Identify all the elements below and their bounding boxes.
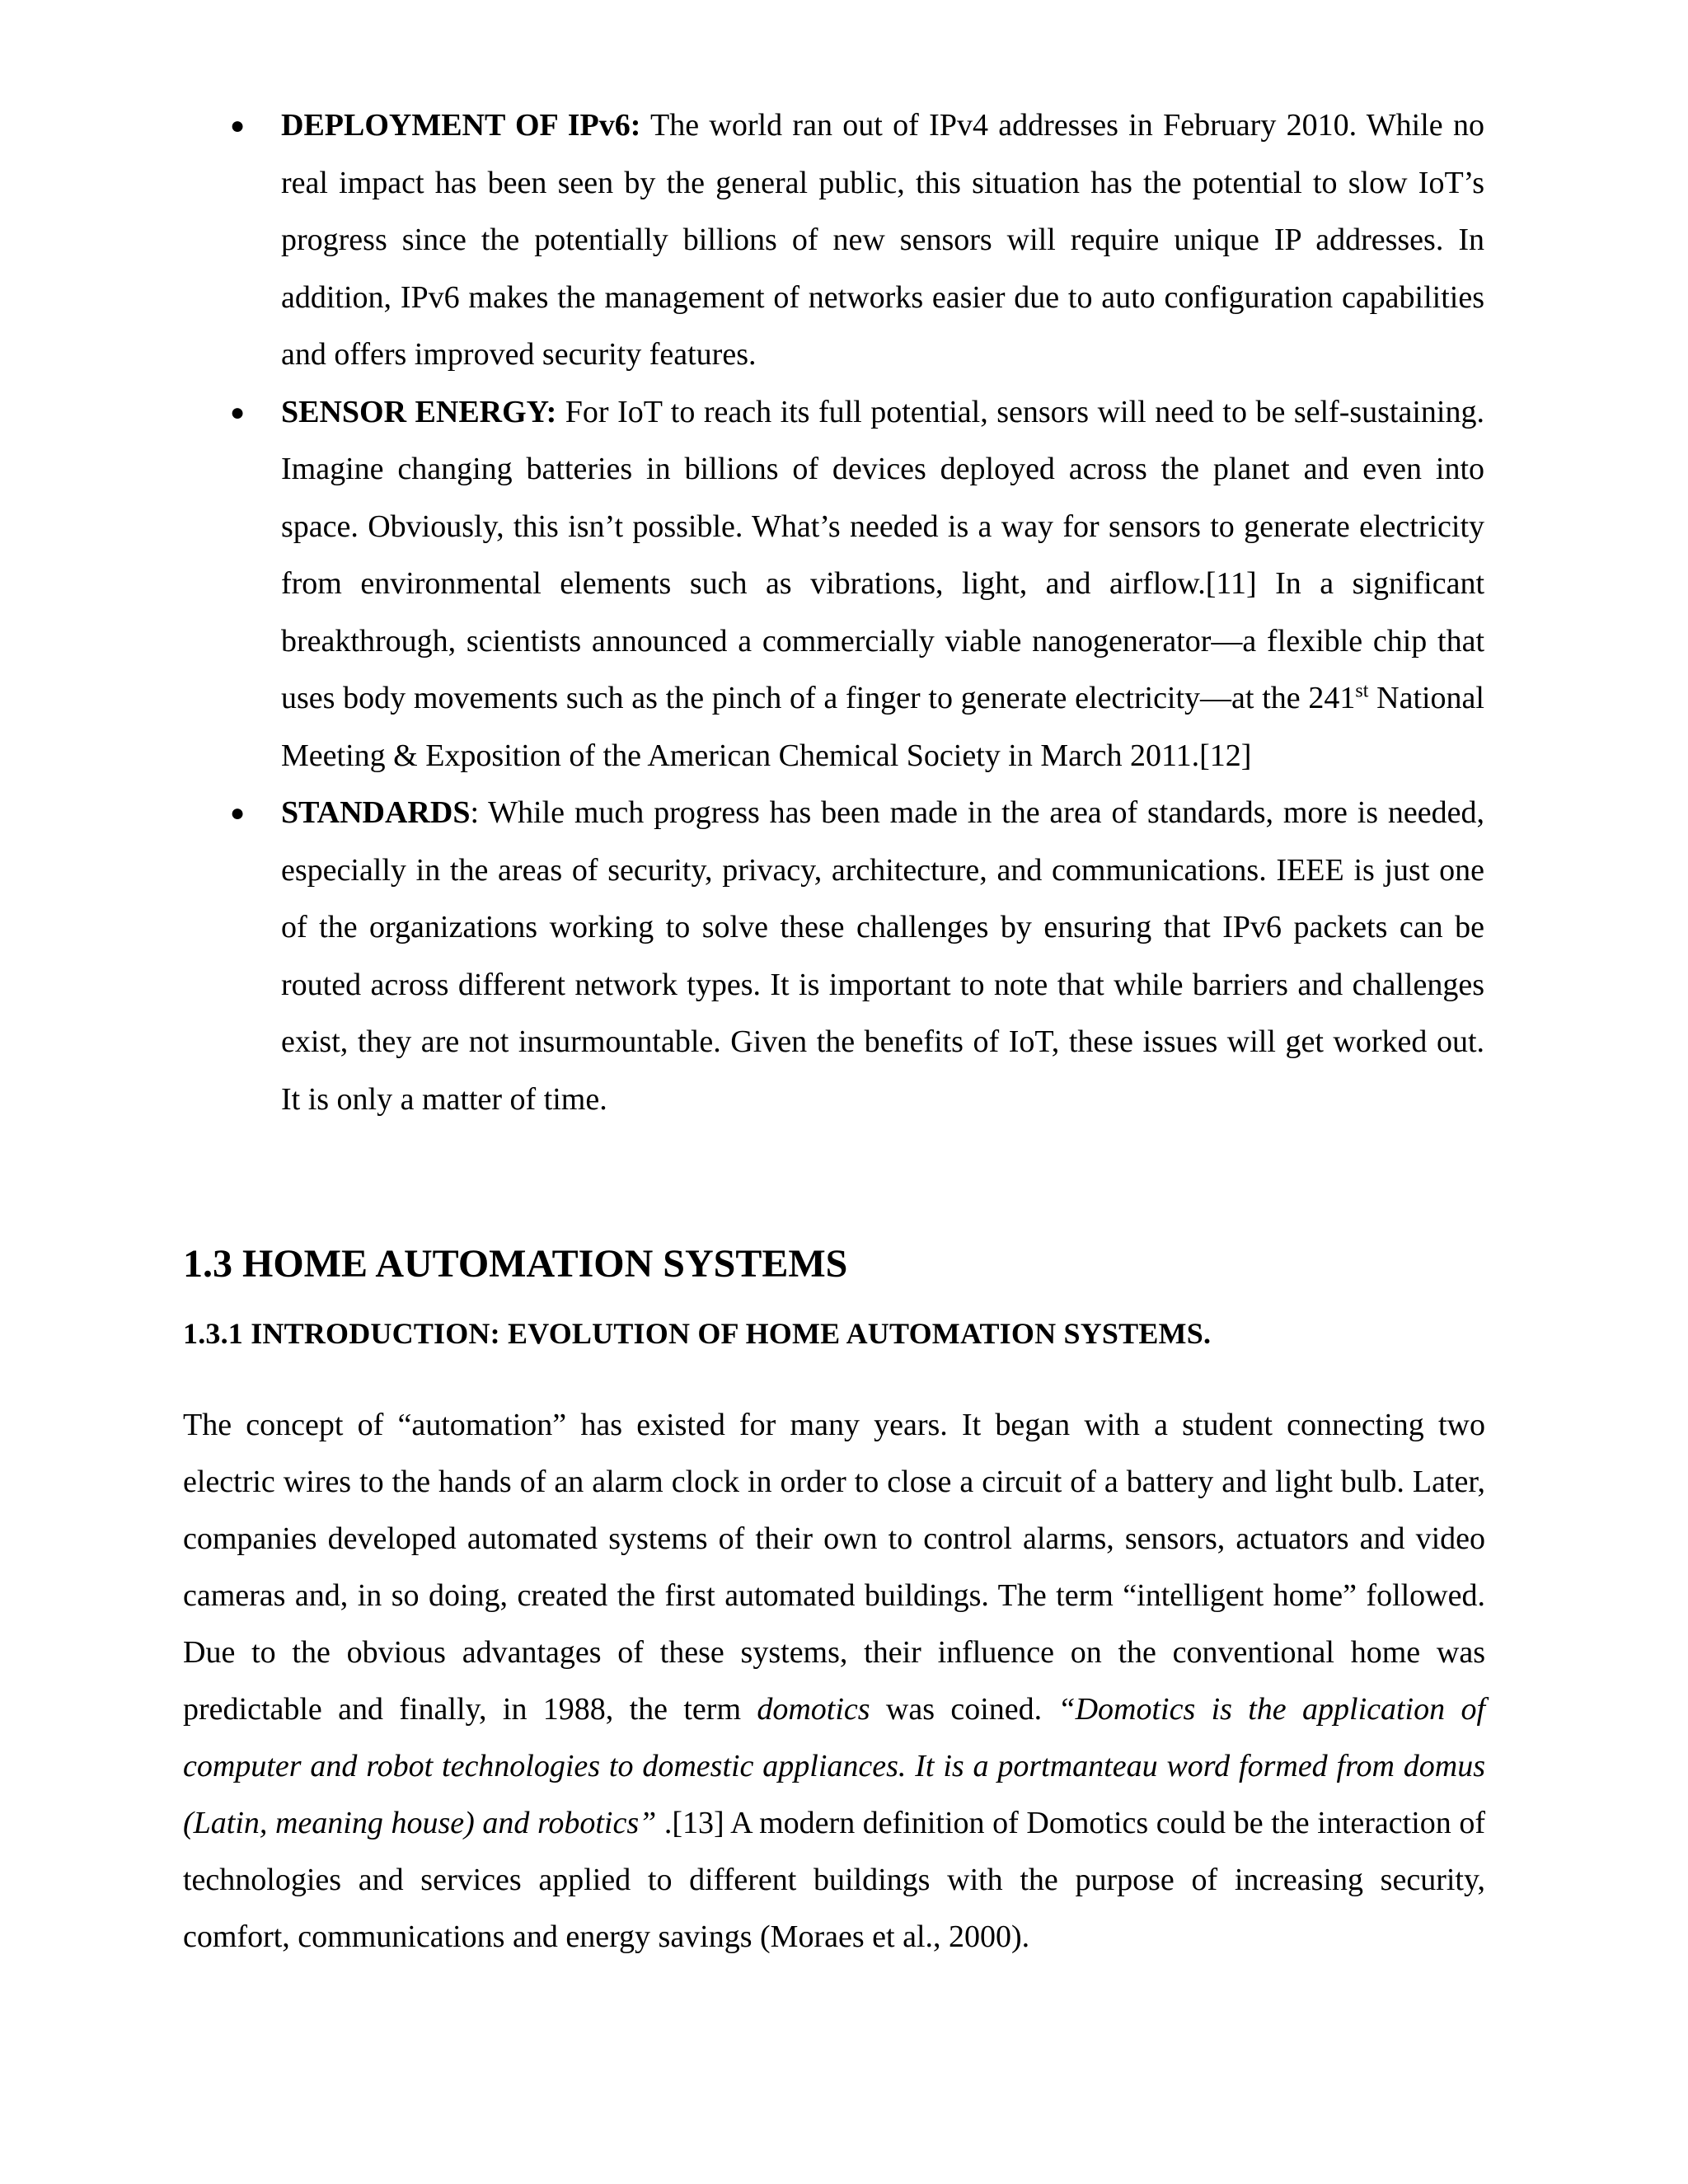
bullet-sensor-energy [281, 384, 1484, 785]
domotics-quote: “Domotics is the application of computer and robot technologies to domestic appliances. It is a portmanteau word formed from domus (Latin, meaning house) and robotics” [183, 1692, 1485, 1840]
bullet-dot-icon [230, 384, 245, 442]
subsection-heading: 1.3.1 INTRODUCTION: EVOLUTION OF HOME AUTOMATION SYSTEMS. [183, 1317, 1212, 1350]
bullet-lead: DEPLOYMENT OF IPv6: [281, 108, 641, 143]
domotics-term: domotics [757, 1692, 870, 1727]
bullet-dot-icon [230, 785, 245, 842]
challenges-bullet-list [0, 97, 1688, 1128]
bullet-text: The world ran out of IPv4 addresses in February 2010. While no real impact has been seen by the general public, this situation has the potential to slow IoT’s progress since the potentially billions of new sensors will require unique IP addresses. In addition, IPv6 makes the management of networks easier due to auto configuration capabilities and offers improved security features. [281, 108, 1484, 372]
bullet-standards [281, 785, 1484, 1128]
bullet-lead: STANDARDS [281, 795, 471, 830]
ordinal-superscript: st [1355, 680, 1369, 702]
intro-paragraph [183, 1397, 1485, 1966]
intro-text: was coined. [870, 1692, 1058, 1727]
bullet-text-continued: National Meeting & Exposition of the American Chemical Society in March 2011.[12] [281, 681, 1484, 773]
bullet-lead: SENSOR ENERGY: [281, 394, 557, 429]
intro-text: .[13] A modern definition of Domotics could be the interaction of technologies and services applied to different buildings with the purpose of increasing security, comfort, communications and energy savings (Moraes et al., 2000). [183, 1806, 1486, 1954]
section-heading: 1.3 HOME AUTOMATION SYSTEMS [183, 1242, 848, 1286]
bullet-text: : While much progress has been made in the area of standards, more is needed, especially in the areas of security, privacy, architecture, and communications. IEEE is just one of the organizations working to solve these challenges by ensuring that IPv6 packets can be routed across different network types. It is important to note that while barriers and challenges exist, they are not insurmountable. Given the benefits of IoT, these issues will get worked out. It is only a matter of time. [281, 795, 1484, 1117]
bullet-text: For IoT to reach its full potential, sensors will need to be self-sustaining. Imagine changing batteries in billions of devices deployed across the planet and even into space. Obviously, this isn’t possible. What’s needed is a way for sensors to generate electricity from environmental elements such as vibrations, light, and airflow.[11] In a significant breakthrough, scientists announced a commercially viable nanogenerator—a flexible chip that uses body movements such as the pinch of a finger to generate electricity—at the 241 [281, 394, 1484, 715]
bullet-dot-icon [230, 97, 245, 155]
bullet-ipv6 [281, 97, 1484, 384]
intro-text: The concept of “automation” has existed for many years. It began with a student connecting two electric wires to the hands of an alarm clock in order to close a circuit of a battery and light bulb. Later, companies developed automated systems of their own to control alarms, sensors, actuators and video cameras and, in so doing, created the first automated buildings. The term “intelligent home” followed. Due to the obvious advantages of these systems, their influence on the conventional home was predictable and finally, in 1988, the term [183, 1408, 1485, 1727]
